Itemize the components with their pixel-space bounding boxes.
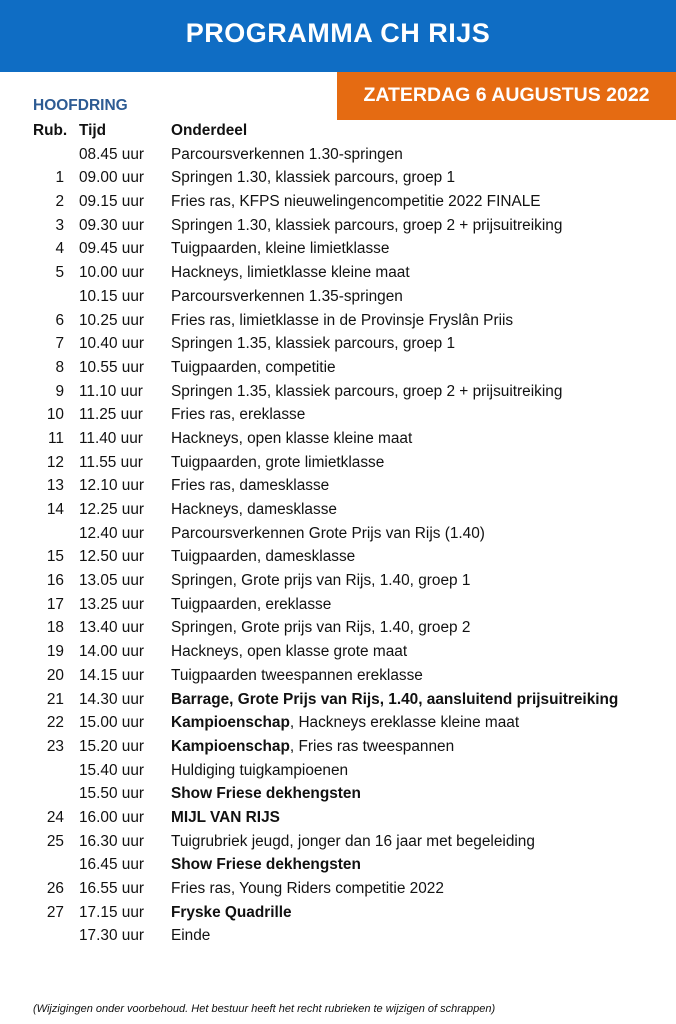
onderdeel-text: Huldiging tuigkampioenen [171, 761, 349, 779]
onderdeel-cell [171, 146, 403, 164]
table-row [0, 474, 676, 498]
onderdeel-cell [171, 714, 519, 732]
time-cell: 09.45 uur [79, 240, 145, 258]
onderdeel-cell [171, 264, 410, 282]
time-cell: 09.00 uur [79, 169, 145, 187]
onderdeel-cell [171, 833, 535, 851]
time-cell: 15.20 uur [79, 737, 145, 755]
onderdeel-text: Tuigpaarden, competitie [171, 358, 336, 376]
table-row [0, 356, 676, 380]
onderdeel-bold-text: Kampioenschap [171, 714, 290, 732]
time-cell: 12.50 uur [79, 548, 145, 566]
onderdeel-text: Einde [171, 927, 211, 945]
rubriek-number: 25 [46, 832, 64, 850]
table-row [0, 735, 676, 759]
table-row [0, 688, 676, 712]
onderdeel-cell [171, 809, 280, 827]
time-cell: 12.25 uur [79, 501, 145, 518]
rubriek-number: 8 [55, 358, 64, 376]
rubriek-number: 23 [46, 737, 64, 755]
table-row [0, 261, 676, 285]
rubriek-number: 5 [55, 264, 64, 282]
time-cell: 14.30 uur [79, 690, 145, 708]
table-row [0, 806, 676, 830]
rubriek-number: 7 [55, 335, 64, 353]
rubriek-number: 9 [55, 382, 64, 400]
table-row [0, 403, 676, 427]
time-cell: 10.15 uur [79, 287, 145, 305]
onderdeel-bold-text: Show Friese dekhengsten [171, 856, 361, 874]
table-row [0, 522, 676, 546]
rubriek-number: 18 [46, 619, 64, 637]
onderdeel-cell [171, 785, 361, 803]
onderdeel-text: Parcoursverkennen Grote Prijs van Rijs (1.40) [171, 524, 485, 542]
rubriek-number: 4 [55, 240, 64, 258]
program-table [0, 119, 676, 948]
onderdeel-bold-text: Kampioenschap [171, 737, 290, 755]
table-row [0, 711, 676, 735]
onderdeel-text: Tuigpaarden, grote limietklasse [171, 453, 385, 471]
onderdeel-cell [171, 880, 444, 898]
table-row [0, 569, 676, 593]
table-row [0, 143, 676, 167]
time-cell: 16.00 uur [79, 808, 145, 826]
onderdeel-text: Fries ras, Young Riders competitie 2022 [171, 880, 444, 897]
time-cell: 13.05 uur [79, 572, 145, 590]
time-cell: 10.00 uur [79, 264, 145, 282]
time-cell: 15.50 uur [79, 785, 145, 803]
onderdeel-text: Fries ras, damesklasse [171, 477, 330, 495]
onderdeel-text: Fries ras, limietklasse in de Provinsje Fryslân Priis [171, 311, 514, 329]
rubriek-number: 14 [46, 501, 64, 518]
time-cell: 13.40 uur [79, 619, 145, 637]
onderdeel-text: Parcoursverkennen 1.30-springen [171, 145, 403, 163]
rubriek-number: 6 [55, 311, 64, 329]
time-cell: 17.15 uur [79, 903, 145, 921]
onderdeel-text: , Hackneys ereklasse kleine maat [289, 714, 520, 732]
table-row [0, 166, 676, 190]
onderdeel-text: Fries ras, ereklasse [171, 406, 306, 424]
time-cell: 10.25 uur [79, 311, 145, 329]
onderdeel-cell [171, 430, 412, 448]
time-cell: 14.15 uur [79, 666, 145, 684]
onderdeel-text: Fries ras, KFPS nieuwelingencompetitie 2022 FINALE [171, 193, 541, 211]
onderdeel-cell [171, 738, 454, 756]
rubriek-number: 10 [46, 406, 64, 424]
onderdeel-cell [171, 596, 331, 614]
footer-note: (Wijzigingen onder voorbehoud. Het bestuur heeft het recht rubrieken te wijzigen of schrappen) [33, 1003, 496, 1015]
table-row [0, 664, 676, 688]
onderdeel-text: Tuigpaarden, ereklasse [171, 595, 332, 613]
onderdeel-cell [171, 383, 562, 401]
onderdeel-cell [171, 927, 210, 945]
rubriek-number: 19 [46, 643, 64, 661]
onderdeel-cell [171, 240, 389, 258]
rubriek-number: 13 [46, 477, 64, 495]
onderdeel-cell [171, 217, 562, 235]
onderdeel-text: Hackneys, limietklasse kleine maat [171, 264, 410, 282]
table-row [0, 853, 676, 877]
table-row [0, 309, 676, 333]
onderdeel-text: Hackneys, damesklasse [171, 501, 337, 518]
table-row [0, 285, 676, 309]
onderdeel-cell [171, 406, 305, 424]
time-cell: 08.45 uur [79, 145, 145, 163]
onderdeel-text: Tuigpaarden, damesklasse [171, 548, 356, 566]
onderdeel-bold-text: Barrage, Grote Prijs van Rijs, 1.40, aansluitend prijsuitreiking [171, 690, 619, 708]
time-cell: 15.00 uur [79, 714, 145, 732]
onderdeel-text: Springen 1.30, klassiek parcours, groep 1 [171, 169, 456, 187]
onderdeel-text: Tuigpaarden tweespannen ereklasse [171, 666, 423, 684]
time-cell: 11.10 uur [79, 382, 143, 400]
time-cell: 11.25 uur [79, 406, 143, 424]
time-cell: 15.40 uur [79, 761, 145, 779]
table-row [0, 759, 676, 783]
table-row [0, 924, 676, 948]
column-header-onderdeel: Onderdeel [171, 122, 248, 139]
onderdeel-cell [171, 572, 470, 590]
rubriek-number: 26 [46, 880, 64, 897]
table-row [0, 380, 676, 404]
time-cell: 16.55 uur [79, 880, 145, 897]
rubriek-number: 11 [48, 429, 64, 447]
table-row [0, 427, 676, 451]
onderdeel-text: Springen 1.30, klassiek parcours, groep 2 + prijsuitreiking [171, 216, 563, 234]
onderdeel-text: Tuigpaarden, kleine limietklasse [171, 240, 390, 258]
section-label: HOOFDRING [33, 97, 128, 114]
onderdeel-text: Parcoursverkennen 1.35-springen [171, 287, 403, 305]
onderdeel-cell [171, 335, 455, 353]
onderdeel-cell [171, 312, 513, 330]
onderdeel-cell [171, 762, 348, 780]
table-row [0, 901, 676, 925]
time-cell: 11.55 uur [79, 453, 143, 471]
onderdeel-text: Springen 1.35, klassiek parcours, groep 1 [171, 335, 456, 353]
onderdeel-cell [171, 691, 618, 709]
date-banner [337, 72, 676, 120]
rubriek-number: 17 [46, 595, 64, 613]
table-row [0, 214, 676, 238]
table-row [0, 593, 676, 617]
rubriek-number: 1 [55, 169, 64, 187]
onderdeel-cell [171, 359, 336, 377]
rubriek-number: 3 [55, 216, 64, 234]
onderdeel-cell [171, 667, 423, 685]
table-row [0, 237, 676, 261]
rubriek-number: 2 [55, 193, 64, 211]
onderdeel-cell [171, 619, 470, 637]
onderdeel-text: Springen, Grote prijs van Rijs, 1.40, groep 1 [171, 572, 471, 590]
time-cell: 09.30 uur [79, 216, 145, 234]
rubriek-number: 20 [46, 666, 64, 684]
time-cell: 11.40 uur [79, 429, 143, 447]
onderdeel-cell [171, 288, 403, 306]
table-row [0, 877, 676, 901]
onderdeel-cell [171, 501, 337, 519]
onderdeel-cell [171, 193, 541, 211]
table-row [0, 782, 676, 806]
event-date: ZATERDAG 6 AUGUSTUS 2022 [363, 84, 650, 106]
time-cell: 16.45 uur [79, 856, 145, 874]
time-cell: 09.15 uur [79, 193, 145, 211]
onderdeel-text: , Fries ras tweespannen [289, 737, 455, 755]
rubriek-number: 22 [46, 714, 64, 732]
time-cell: 12.40 uur [79, 524, 145, 542]
rubriek-number: 15 [46, 548, 64, 566]
program-rows [0, 143, 676, 948]
time-cell: 12.10 uur [79, 477, 145, 495]
column-header-rub: Rub. [33, 122, 68, 139]
page-title: PROGRAMMA CH RIJS [185, 18, 491, 48]
table-row [0, 190, 676, 214]
onderdeel-text: Springen, Grote prijs van Rijs, 1.40, groep 2 [171, 619, 471, 637]
table-row [0, 640, 676, 664]
table-row [0, 830, 676, 854]
time-cell: 10.55 uur [79, 358, 145, 376]
onderdeel-text: Hackneys, open klasse grote maat [171, 643, 408, 661]
rubriek-number: 16 [46, 572, 64, 590]
onderdeel-bold-text: MIJL VAN RIJS [171, 808, 280, 826]
onderdeel-text: Springen 1.35, klassiek parcours, groep 2 + prijsuitreiking [171, 382, 563, 400]
onderdeel-cell [171, 643, 407, 661]
onderdeel-bold-text: Fryske Quadrille [171, 903, 292, 921]
onderdeel-bold-text: Show Friese dekhengsten [171, 785, 361, 803]
table-row [0, 498, 676, 522]
time-cell: 13.25 uur [79, 595, 145, 613]
table-row [0, 332, 676, 356]
table-row [0, 545, 676, 569]
onderdeel-cell [171, 904, 292, 922]
onderdeel-text: Hackneys, open klasse kleine maat [171, 429, 413, 447]
rubriek-number: 27 [46, 903, 64, 921]
onderdeel-cell [171, 477, 329, 495]
time-cell: 16.30 uur [79, 832, 145, 850]
table-header-row [0, 119, 676, 143]
title-banner [0, 0, 676, 72]
onderdeel-cell [171, 169, 455, 187]
onderdeel-cell [171, 548, 355, 566]
onderdeel-cell [171, 454, 384, 472]
onderdeel-cell [171, 525, 485, 543]
table-row [0, 616, 676, 640]
onderdeel-text: Tuigrubriek jeugd, jonger dan 16 jaar met begeleiding [171, 832, 535, 850]
time-cell: 17.30 uur [79, 927, 145, 945]
rubriek-number: 12 [46, 453, 64, 471]
column-header-tijd: Tijd [79, 122, 107, 139]
time-cell: 10.40 uur [79, 335, 145, 353]
rubriek-number: 21 [46, 690, 64, 708]
onderdeel-cell [171, 856, 361, 874]
rubriek-number: 24 [46, 808, 64, 826]
table-row [0, 451, 676, 475]
time-cell: 14.00 uur [79, 643, 145, 661]
